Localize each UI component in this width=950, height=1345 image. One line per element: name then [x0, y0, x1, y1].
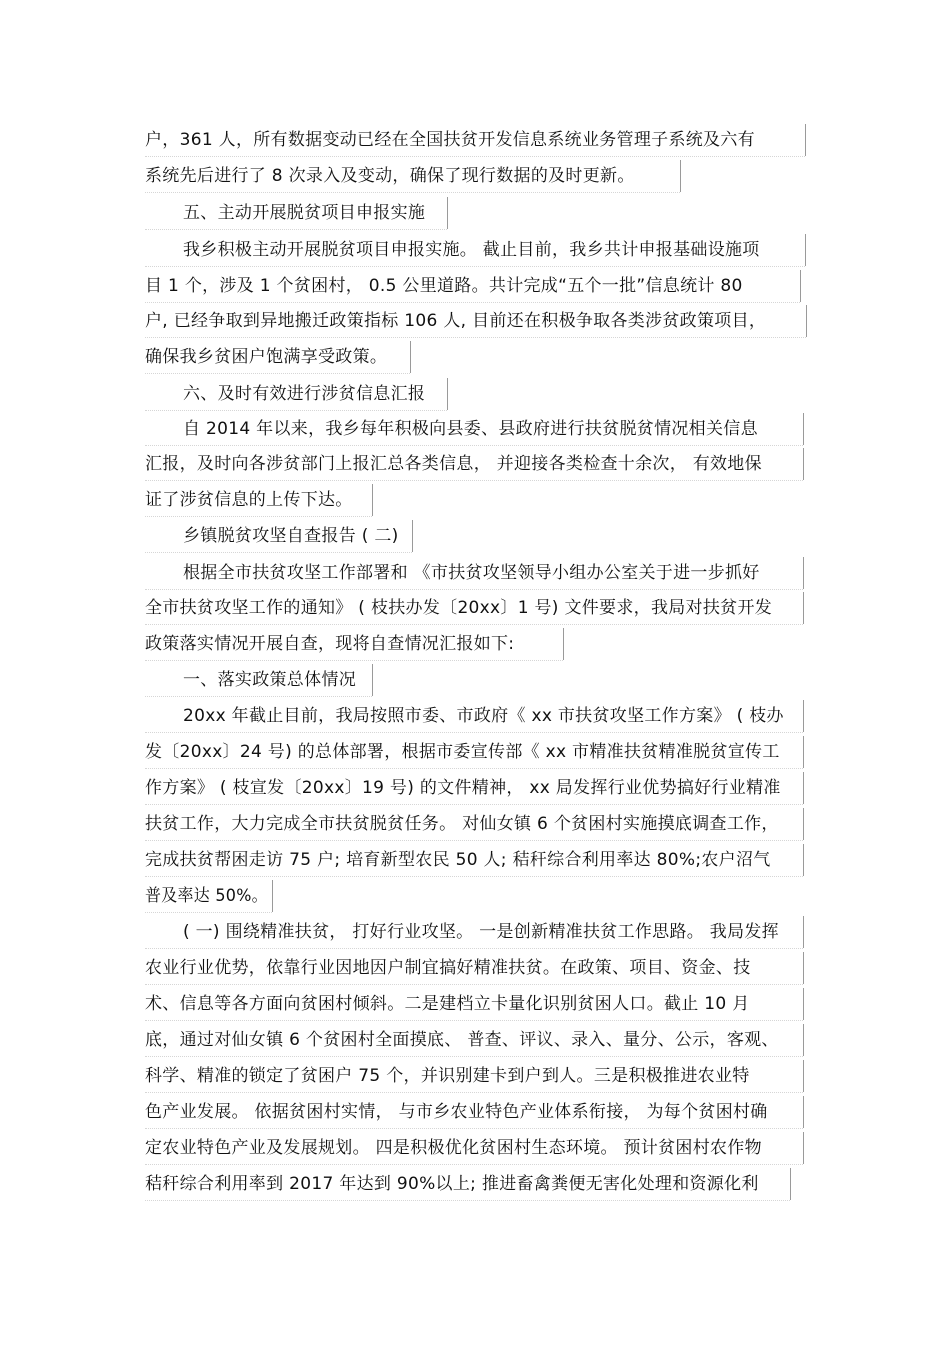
line-end-marker	[412, 520, 413, 552]
text-line: 扶贫工作，大力完成全市扶贫脱贫任务。 对仙女镇 6 个贫困村实施摸底调查工作，	[145, 814, 779, 834]
text-line: 汇报，及时向各涉贫部门上报汇总各类信息， 并迎接各类检查十余次， 有效地保	[145, 454, 762, 474]
text-line: ( 一) 围绕精准扶贫， 打好行业攻坚。 一是创新精准扶贫工作思路。 我局发挥	[183, 922, 779, 942]
text-line: 作方案》 ( 枝宣发〔20xx〕19 号) 的文件精神， xx 局发挥行业优势搞好行业精准	[145, 778, 781, 798]
line-end-marker	[803, 413, 804, 445]
text-line: 乡镇脱贫攻坚自查报告 ( 二)	[183, 526, 399, 546]
text-line: 秸秆综合利用率到 2017 年达到 90%以上; 推进畜禽粪便无害化处理和资源化利	[145, 1174, 759, 1194]
text-line: 20xx 年截止目前，我局按照市委、市政府《 xx 市扶贫攻坚工作方案》 ( 枝办	[183, 706, 784, 726]
line-end-marker	[272, 880, 273, 912]
line-end-marker	[372, 484, 373, 516]
text-line: 户，361 人，所有数据变动已经在全国扶贫开发信息系统业务管理子系统及六有	[145, 130, 755, 150]
line-end-marker	[803, 1132, 804, 1164]
text-line: 六、及时有效进行涉贫信息汇报	[183, 384, 426, 404]
text-line: 术、信息等各方面向贫困村倾斜。二是建档立卡量化识别贫困人口。截止 10 月	[145, 994, 750, 1014]
text-line: 确保我乡贫困户饱满享受政策。	[145, 347, 388, 367]
line-end-marker	[803, 1024, 804, 1056]
line-end-marker	[803, 772, 804, 804]
line-end-marker	[805, 124, 806, 156]
text-line: 农业行业优势，依靠行业因地因户制宜搞好精准扶贫。在政策、项目、资金、技	[145, 958, 751, 978]
text-line: 政策落实情况开展自查，现将自查情况汇报如下:	[145, 634, 515, 654]
line-end-marker	[803, 952, 804, 984]
line-end-marker	[563, 628, 564, 660]
text-line: 定农业特色产业及发展规划。 四是积极优化贫困村生态环境。 预计贫困村农作物	[145, 1138, 762, 1158]
line-end-marker	[803, 844, 804, 876]
line-end-marker	[803, 1096, 804, 1128]
text-line: 目 1 个，涉及 1 个贫困村， 0.5 公里道路。共计完成“五个一批”信息统计 80	[145, 276, 743, 296]
text-line: 我乡积极主动开展脱贫项目申报实施。 截止目前，我乡共计申报基础设施项	[183, 240, 760, 260]
line-end-marker	[800, 270, 801, 302]
line-end-marker	[803, 700, 804, 732]
text-line: 完成扶贫帮困走访 75 户; 培育新型农民 50 人; 秸秆综合利用率达 80%;农户沼气	[145, 850, 771, 870]
text-line: 根据全市扶贫攻坚工作部署和 《市扶贫攻坚领导小组办公室关于进一步抓好	[183, 563, 760, 583]
line-end-marker	[803, 1060, 804, 1092]
line-end-marker	[803, 916, 804, 948]
line-end-marker	[803, 736, 804, 768]
line-end-marker	[447, 378, 448, 410]
text-line: 普及率达 50%。	[145, 886, 268, 906]
line-end-marker	[805, 234, 806, 266]
line-end-marker	[803, 592, 804, 624]
text-line: 五、主动开展脱贫项目申报实施	[183, 203, 426, 223]
line-end-marker	[803, 448, 804, 480]
text-line: 科学、精准的锁定了贫困户 75 个，并识别建卡到户到人。三是积极推进农业特	[145, 1066, 750, 1086]
text-line: 底，通过对仙女镇 6 个贫困村全面摸底、 普查、评议、录入、量分、公示，客观、	[145, 1030, 779, 1050]
line-end-marker	[803, 808, 804, 840]
text-line: 发〔20xx〕24 号) 的总体部署，根据市委宣传部《 xx 市精准扶贫精准脱贫宣传工	[145, 742, 780, 762]
text-line: 户, 已经争取到异地搬迁政策指标 106 人, 目前还在积极争取各类涉贫政策项目，	[145, 311, 767, 331]
text-line: 自 2014 年以来，我乡每年积极向县委、县政府进行扶贫脱贫情况相关信息	[183, 419, 758, 439]
line-end-marker	[803, 988, 804, 1020]
text-line: 系统先后进行了 8 次录入及变动，确保了现行数据的及时更新。	[145, 166, 635, 186]
line-end-marker	[790, 1168, 791, 1200]
text-line: 一、落实政策总体情况	[183, 670, 356, 690]
text-line: 证了涉贫信息的上传下达。	[145, 490, 353, 510]
line-end-marker	[803, 557, 804, 589]
text-line: 全市扶贫攻坚工作的通知》 ( 枝扶办发〔20xx〕1 号) 文件要求，我局对扶贫开发	[145, 598, 773, 618]
line-end-marker	[680, 160, 681, 192]
line-end-marker	[372, 664, 373, 696]
line-end-marker	[447, 197, 448, 229]
line-end-marker	[410, 341, 411, 373]
text-line: 色产业发展。 依据贫困村实情， 与市乡农业特色产业体系衔接， 为每个贫困村确	[145, 1102, 768, 1122]
line-end-marker	[806, 305, 807, 337]
